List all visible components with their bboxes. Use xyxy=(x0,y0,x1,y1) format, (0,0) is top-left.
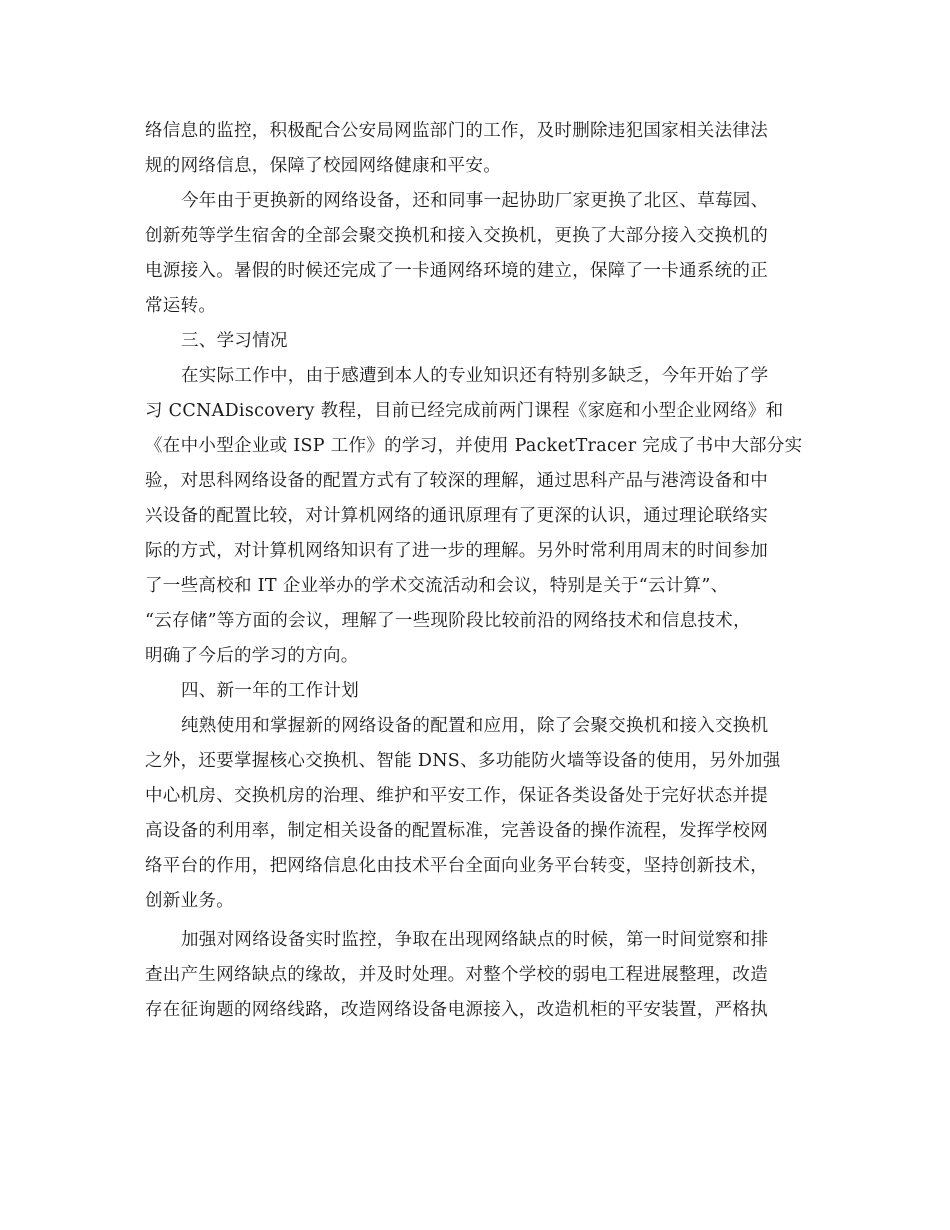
paragraph-line: 络平台的作用，把网络信息化由技术平台全面向业务平台转变，坚持创新技术， xyxy=(145,856,768,876)
paragraph-line: 际的方式，对计算机网络知识有了进一步的理解。另外时常利用周末的时间参加 xyxy=(145,541,768,561)
paragraph-line: 验，对思科网络设备的配置方式有了较深的理解，通过思科产品与港湾设备和中 xyxy=(145,471,768,491)
section-heading: 三、学习情况 xyxy=(181,331,288,351)
paragraph-line: 电源接入。暑假的时候还完成了一卡通网络环境的建立，保障了一卡通系统的正 xyxy=(145,261,768,281)
paragraph-line: 明确了今后的学习的方向。 xyxy=(145,646,359,666)
paragraph-line: 创新业务。 xyxy=(145,891,234,911)
paragraph-line: 规的网络信息，保障了校园网络健康和平安。 xyxy=(145,156,501,176)
paragraph-line: 络信息的监控，积极配合公安局网监部门的工作，及时删除违犯国家相关法律法 xyxy=(145,121,768,141)
paragraph-line: 查出产生网络缺点的缘故，并及时处理。对整个学校的弱电工程进展整理，改造 xyxy=(145,965,768,985)
paragraph-line: 高设备的利用率，制定相关设备的配置标准，完善设备的操作流程，发挥学校网 xyxy=(145,821,768,841)
paragraph-line: 存在征询题的网络线路，改造网络设备电源接入，改造机柜的平安装置，严格执 xyxy=(145,1000,768,1020)
paragraph-line: 加强对网络设备实时监控，争取在出现网络缺点的时候，第一时间觉察和排 xyxy=(181,930,769,950)
paragraph-line: 常运转。 xyxy=(145,296,217,316)
paragraph-line: 之外，还要掌握核心交换机、智能 DNS、多功能防火墙等设备的使用，另外加强 xyxy=(145,751,781,771)
paragraph-line: 中心机房、交换机房的治理、维护和平安工作，保证各类设备处于完好状态并提 xyxy=(145,786,768,806)
paragraph-line: 习 CCNADiscovery 教程，目前已经完成前两门课程《家庭和小型企业网络》和 xyxy=(145,401,784,421)
paragraph-line: 创新苑等学生宿舍的全部会聚交换机和接入交换机，更换了大部分接入交换机的 xyxy=(145,226,768,246)
paragraph-line: 在实际工作中，由于感遭到本人的专业知识还有特别多缺乏，今年开始了学 xyxy=(181,366,769,386)
paragraph-line: 《在中小型企业或 ISP 工作》的学习，并使用 PacketTracer 完成了书中大部分实 xyxy=(145,436,803,456)
document-body xyxy=(145,114,807,1028)
paragraph-line: “云存储”等方面的会议，理解了一些现阶段比较前沿的网络技术和信息技术， xyxy=(145,611,751,631)
paragraph-line: 了一些高校和 IT 企业举办的学术交流活动和会议，特别是关于“云计算”、 xyxy=(145,576,729,596)
section-heading: 四、新一年的工作计划 xyxy=(181,681,359,701)
paragraph-line: 今年由于更换新的网络设备，还和同事一起协助厂家更换了北区、草莓园、 xyxy=(181,191,769,211)
paragraph-line: 兴设备的配置比较，对计算机网络的通讯原理有了更深的认识，通过理论联络实 xyxy=(145,506,768,526)
paragraph-line: 纯熟使用和掌握新的网络设备的配置和应用，除了会聚交换机和接入交换机 xyxy=(181,716,769,736)
